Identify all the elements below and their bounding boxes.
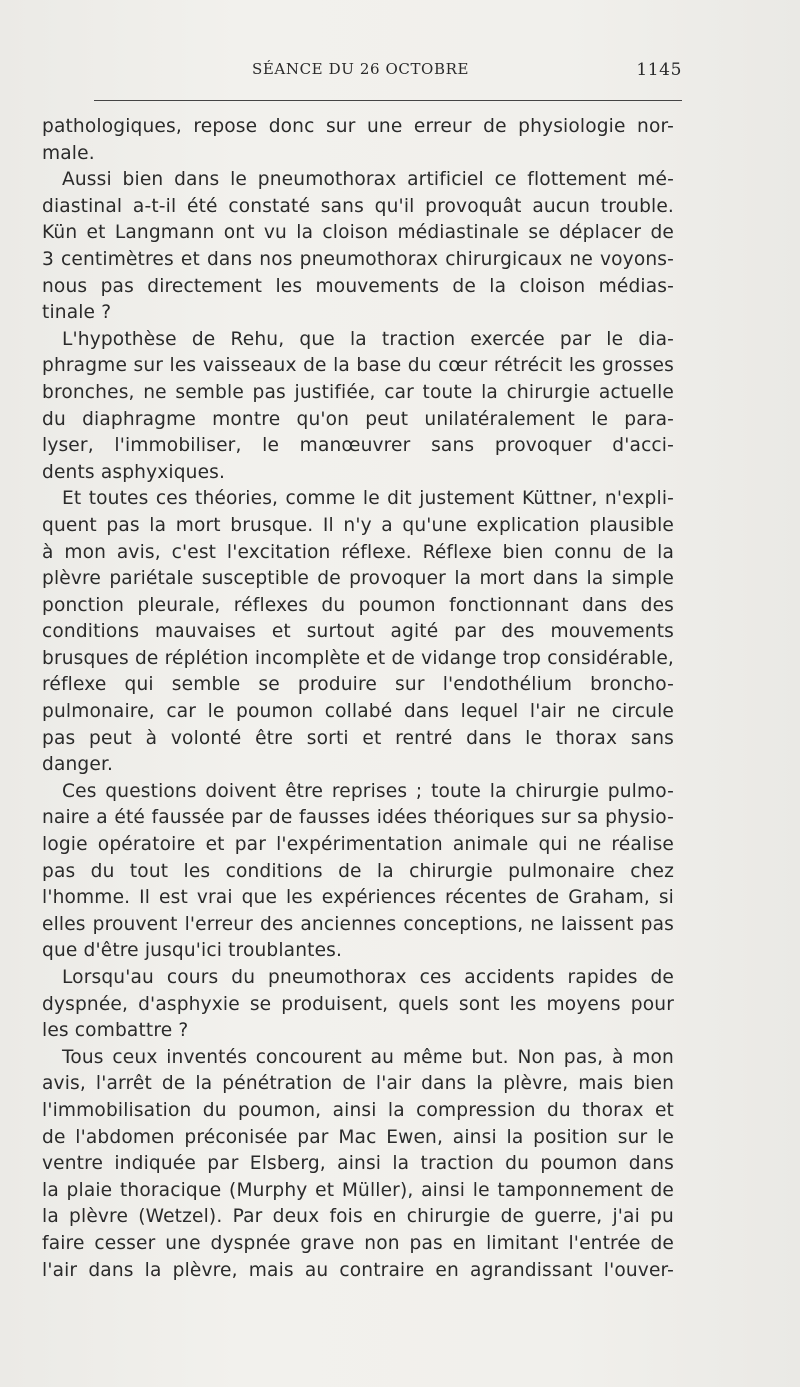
text-line: avis, l'arrêt de la pénétration de l'air dans la plèvre, mais bien bbox=[42, 1073, 674, 1095]
text-line: la plèvre (Wetzel). Par deux fois en chirurgie de guerre, j'ai pu bbox=[42, 1206, 674, 1228]
text-line: que d'être jusqu'ici troublantes. bbox=[42, 940, 343, 962]
text-line: à mon avis, c'est l'excitation réflexe. Réflexe bien connu de la bbox=[42, 541, 674, 563]
text-line: ventre indiquée par Elsberg, ainsi la traction du poumon dans bbox=[42, 1153, 674, 1175]
text-line: bronches, ne semble pas justifiée, car toute la chirurgie actuelle bbox=[42, 381, 674, 403]
text-line: dents asphyxiques. bbox=[42, 461, 226, 483]
text-line: male. bbox=[42, 142, 95, 164]
text-line: conditions mauvaises et surtout agité par des mouvements bbox=[42, 621, 674, 643]
text-line: Ces questions doivent être reprises ; toute la chirurgie pulmo- bbox=[62, 780, 674, 802]
text-line: la plaie thoracique (Murphy et Müller), ainsi le tamponnement de bbox=[42, 1179, 674, 1201]
text-line: plèvre pariétale susceptible de provoquer la mort dans la simple bbox=[42, 568, 674, 590]
text-line: pas du tout les conditions de la chirurgie pulmonaire chez bbox=[42, 860, 674, 882]
text-line: danger. bbox=[42, 754, 114, 776]
text-line: réflexe qui semble se produire sur l'endothélium broncho- bbox=[42, 674, 674, 696]
text-line: Aussi bien dans le pneumothorax artificiel ce flottement mé- bbox=[62, 169, 674, 191]
text-line: l'air dans la plèvre, mais au contraire en agrandissant l'ouver- bbox=[42, 1259, 674, 1281]
text-line: ponction pleurale, réflexes du poumon fonctionnant dans des bbox=[42, 594, 674, 616]
text-line: 3 centimètres et dans nos pneumothorax chirurgicaux ne voyons- bbox=[42, 248, 674, 270]
text-line: phragme sur les vaisseaux de la base du cœur rétrécit les grosses bbox=[42, 355, 674, 377]
text-line: elles prouvent l'erreur des anciennes conceptions, ne laissent pas bbox=[42, 913, 674, 935]
running-head bbox=[42, 60, 682, 84]
text-line: l'immobilisation du poumon, ainsi la compression du thorax et bbox=[42, 1099, 674, 1121]
header-rule bbox=[94, 100, 682, 101]
text-line: faire cesser une dyspnée grave non pas en limitant l'entrée de bbox=[42, 1232, 674, 1254]
text-line: Tous ceux inventés concourent au même but. Non pas, à mon bbox=[62, 1046, 674, 1068]
text-line: brusques de réplétion incomplète et de vidange trop considérable, bbox=[42, 647, 674, 669]
text-line: l'homme. Il est vrai que les expériences récentes de Graham, si bbox=[42, 887, 674, 909]
text-line: pathologiques, repose donc sur une erreur de physiologie nor- bbox=[42, 116, 674, 137]
text-line: lyser, l'immobiliser, le manœuvrer sans provoquer d'acci- bbox=[42, 435, 674, 457]
text-line: L'hypothèse de Rehu, que la traction exercée par le dia- bbox=[62, 328, 674, 350]
text-line: de l'abdomen préconisée par Mac Ewen, ainsi la position sur le bbox=[42, 1126, 674, 1148]
text-line: naire a été faussée par de fausses idées théoriques sur sa physio- bbox=[42, 807, 674, 829]
running-head-title: SÉANCE DU 26 OCTOBRE bbox=[252, 60, 470, 78]
text-line: pulmonaire, car le poumon collabé dans lequel l'air ne circule bbox=[42, 701, 674, 723]
text-line: Lorsqu'au cours du pneumothorax ces accidents rapides de bbox=[62, 967, 674, 988]
text-line: nous pas directement les mouvements de la cloison médias- bbox=[42, 275, 674, 297]
text-line: dyspnée, d'asphyxie se produisent, quels sont les moyens pour bbox=[42, 993, 674, 1015]
text-line: tinale ? bbox=[42, 302, 112, 324]
text-line: quent pas la mort brusque. Il n'y a qu'une explication plausible bbox=[42, 514, 674, 536]
body-text bbox=[42, 114, 674, 1284]
text-line: les combattre ? bbox=[42, 1020, 189, 1042]
text-line: diastinal a-t-il été constaté sans qu'il provoquât aucun trouble. bbox=[42, 195, 674, 217]
text-line: logie opératoire et par l'expérimentation animale qui ne réalise bbox=[42, 834, 674, 856]
page-number: 1145 bbox=[636, 60, 682, 80]
text-line: du diaphragme montre qu'on peut unilatéralement le para- bbox=[42, 408, 674, 430]
text-line: Et toutes ces théories, comme le dit justement Küttner, n'expli- bbox=[62, 488, 674, 510]
text-line: pas peut à volonté être sorti et rentré dans le thorax sans bbox=[42, 727, 674, 749]
text-line: Kün et Langmann ont vu la cloison médiastinale se déplacer de bbox=[42, 222, 674, 244]
